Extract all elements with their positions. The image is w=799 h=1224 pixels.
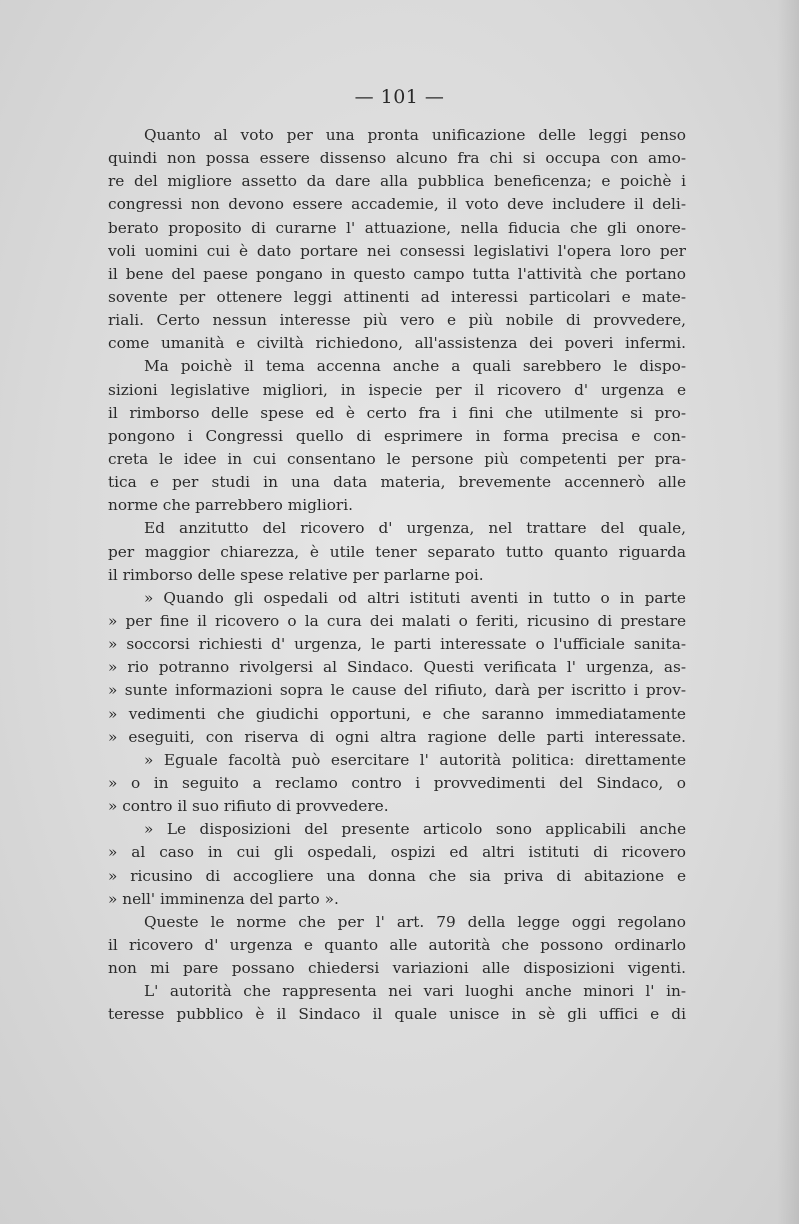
quoted-line: » vedimenti che giudichi opportuni, e che saranno immediatamente [108, 704, 686, 723]
quoted-line: » per fine il ricovero o la cura dei malati o feriti, ricusino di prestare [108, 611, 686, 630]
text-line: teresse pubblico è il Sindaco il quale unisce in sè gli uffici e di [108, 1005, 686, 1024]
text-line: il bene del paese pongano in questo campo tutta l'attività che portano [108, 264, 686, 283]
quoted-line: » Eguale facoltà può esercitare l' autorità politica: direttamente [144, 750, 686, 769]
quoted-line: » nell' imminenza del parto ». [108, 889, 339, 908]
text-line: tica e per studi in una data materia, brevemente accennerò alle [108, 473, 686, 492]
quoted-line: » al caso in cui gli ospedali, ospizi ed altri istituti di ricovero [108, 843, 686, 862]
quoted-line: » contro il suo rifiuto di provvedere. [108, 797, 389, 816]
text-line: Queste le norme che per l' art. 79 della legge oggi regolano [144, 912, 686, 931]
text-line: Quanto al voto per una pronta unificazione delle leggi penso [144, 126, 686, 144]
quoted-line: » sunte informazioni sopra le cause del rifiuto, darà per iscritto i prov- [108, 681, 686, 700]
quoted-line: » ricusino di accogliere una donna che sia priva di abitazione e [108, 866, 686, 885]
text-line: il rimborso delle spese relative per parlarne poi. [108, 565, 484, 584]
text-line: norme che parrebbero migliori. [108, 496, 353, 515]
text-line: L' autorità che rappresenta nei vari luoghi anche minori l' in- [144, 982, 686, 1001]
quoted-line: » soccorsi richiesti d' urgenza, le parti interessate o l'ufficiale sanita- [108, 635, 686, 654]
quoted-line: » eseguiti, con riserva di ogni altra ragione delle parti interessate. [108, 727, 686, 746]
text-line: Ma poichè il tema accenna anche a quali sarebbero le dispo- [144, 357, 686, 376]
text-line: non mi pare possano chiedersi variazioni alle disposizioni vigenti. [108, 959, 686, 978]
text-line: Ed anzitutto del ricovero d' urgenza, nel trattare del quale, [144, 519, 686, 538]
text-line: voli uomini cui è dato portare nei consessi legislativi l'opera loro per [108, 241, 686, 260]
quoted-line: » rio potranno rivolgersi al Sindaco. Questi verificata l' urgenza, as- [108, 658, 686, 677]
text-line: sizioni legislative migliori, in ispecie per il ricovero d' urgenza e [108, 380, 686, 399]
quoted-line: » Quando gli ospedali od altri istituti aventi in tutto o in parte [144, 588, 686, 607]
text-line: creta le idee in cui consentano le persone più competenti per pra- [108, 449, 686, 468]
body-text [108, 124, 686, 1026]
text-line: come umanità e civiltà richiedono, all'assistenza dei poveri infermi. [108, 334, 686, 353]
quoted-line: » o in seguito a reclamo contro i provvedimenti del Sindaco, o [108, 773, 686, 792]
text-line: per maggior chiarezza, è utile tener separato tutto quanto riguarda [108, 542, 686, 561]
text-line: sovente per ottenere leggi attinenti ad interessi particolari e mate- [108, 287, 686, 306]
text-line: il ricovero d' urgenza e quanto alle autorità che possono ordinarlo [108, 935, 686, 954]
text-line: quindi non possa essere dissenso alcuno fra chi si occupa con amo- [108, 149, 686, 168]
page-number: — 101 — [354, 86, 445, 108]
text-line: pongono i Congressi quello di esprimere in forma precisa e con- [108, 426, 686, 445]
text-line: berato proposito di curarne l' attuazione, nella fiducia che gli onore- [108, 218, 686, 237]
text-line: il rimborso delle spese ed è certo fra i fini che utilmente si pro- [108, 403, 686, 422]
text-line: congressi non devono essere accademie, il voto deve includere il deli- [108, 195, 686, 214]
text-line: re del migliore assetto da dare alla pubblica beneficenza; e poichè i [108, 172, 686, 191]
quoted-line: » Le disposizioni del presente articolo sono applicabili anche [144, 820, 686, 839]
text-line: riali. Certo nessun interesse più vero e più nobile di provvedere, [108, 311, 686, 330]
